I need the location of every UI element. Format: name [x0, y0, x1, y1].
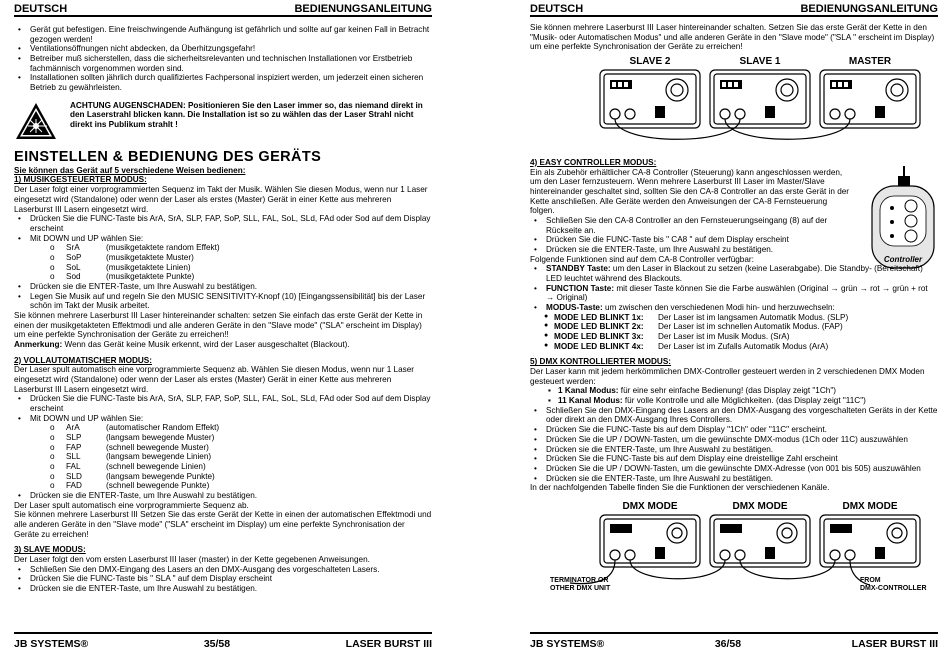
- modus-label: MODUS-Taste:: [546, 303, 603, 313]
- option-row: o SoL (musikgetaktete Linien): [50, 262, 191, 272]
- option-code: Sod: [66, 272, 81, 282]
- mode2-title: 2) VOLLAUTOMATISCHER MODUS:: [14, 355, 152, 365]
- section-title: EINSTELLEN & BEDIENUNG DES GERÄTS: [14, 148, 322, 165]
- list-item: • Drücken sie die ENTER-Taste, um Ihre Auswahl zu bestätigen.: [530, 245, 850, 255]
- warning-text: ACHTUNG AUGENSCHADEN: Positionieren Sie den Laser immer so, das niemand direkt in den Laserstrahl blicken kann. Die Installation ist so zu wählen das der Laser Strahl nicht direkt ins Publikum strahlt !: [70, 100, 423, 130]
- option-desc: (langsam bewegende Punkte): [106, 471, 215, 481]
- list-item: • Drücken sie die ENTER-Taste, um Ihre Auswahl zu bestätigen.: [14, 282, 432, 292]
- mode4-body: [530, 168, 850, 255]
- unit-label: DMX MODE: [732, 500, 788, 512]
- option-code: FAL: [66, 461, 81, 471]
- list-item: • Drücken Sie die FUNC-Taste bis " SLA " auf dem Display erscheint: [14, 574, 432, 584]
- slave-chain-text: Sie können mehrere Laserburst III Laser hintereinander schalten. Setzen Sie das erste Gerät der Kette in den "Musik- oder Automatischen Modus" und alle anderen Geräte in den "Slave mode" ("SLA " erscheint im Display) um eine perfekte Synchronisation der Geräte zu erreichen!: [530, 23, 935, 52]
- list-item: • Drücken Sie die UP / DOWN-Tasten, um die gewünschte DMX-modus (1Ch oder 11C) auszuwählen: [530, 435, 938, 445]
- list-item: • Drücken sie die ENTER-Taste, um Ihre Auswahl zu bestätigen.: [14, 491, 432, 501]
- ca8-controller-illustration: [866, 166, 936, 270]
- page-header: [530, 0, 938, 17]
- laser-units-illustration: [530, 56, 938, 154]
- unit-label: SLAVE 2: [629, 56, 671, 68]
- option-row: o SLL (langsam bewegende Linien): [50, 452, 212, 462]
- mode4-functions: [530, 264, 938, 312]
- option-desc: (musikgetaktete Muster): [106, 252, 194, 262]
- mode4-steps: [530, 216, 850, 255]
- standby-text: um den Laser in Blackout zu setzen (keine Laserabgabe). Die Standby- (Bereitschaft) LED leuchtet während des Blackouts.: [546, 264, 923, 284]
- option-code: SoP: [66, 252, 82, 262]
- option-row: o SoP (musikgetaktete Muster): [50, 252, 194, 262]
- list-item: • Betreiber muß sicherstellen, dass die sicherheitsrelevanten und technischen Installationen vor Erstbetrieb fachmännisch vorgenommen worden sind.: [14, 54, 432, 73]
- list-item: • Schließen Sie den CA-8 Controller an den Fernsteuerungseingang (8) auf der Rückseite an.: [530, 216, 850, 235]
- option-row: o SLD (langsam bewegende Punkte): [50, 471, 215, 481]
- list-item: • Mit DOWN und UP wählen Sie:: [14, 234, 432, 244]
- list-item: [530, 303, 938, 313]
- mode1-chain-text: Sie können mehrere Laserburst III Laser hintereinander schalten: setzen Sie einfach das erste Gerät der Kette in einen der musikgetakteten Effektmodi und alle anderen Geräte in den "Slave mode" ("SLA" erscheint im Display) um eine perfekte Synchronisation der Geräte zu erreichen!!: [14, 310, 423, 340]
- list-item: • Ventilationsöffnungen nicht abdecken, da Überhitzungsgefahr!: [14, 44, 432, 54]
- led-mode-row: ● MODE LED BLINKT 4x: Der Laser ist im Zufalls Automatik Modus (ArA): [544, 342, 938, 352]
- option-desc: (automatischer Random Effekt): [106, 423, 220, 433]
- list-item: • Schließen Sie den DMX-Eingang des Lasers an den DMX-Ausgang des vorgeschalteten Geräts in der Kette oder direkt an den DMX-Ausgang Ihres Controllers.: [530, 406, 938, 425]
- laser-warning-icon: [14, 101, 58, 141]
- header-title: BEDIENUNGSANLEITUNG: [294, 3, 432, 15]
- option-desc: (langsam bewegende Linien): [106, 452, 212, 462]
- footer-model: LASER BURST III: [851, 638, 938, 650]
- laser-warning: [14, 101, 432, 141]
- list-item: [530, 284, 938, 303]
- mode1-title: 1) MUSIKGESTEUERTER MODUS:: [14, 175, 147, 185]
- mode2-steps-2: [14, 491, 432, 501]
- mode1-note: [14, 340, 432, 350]
- note-text: Wenn das Gerät keine Musik erkennt, wird der Laser ausgeschaltet (Blackout).: [62, 339, 350, 349]
- mode2-auto-text: Der Laser spult automatisch eine vorprogrammierte Sequenz ab.: [14, 500, 249, 510]
- option-row: o FAP (schnell bewegende Muster): [50, 442, 209, 452]
- list-item: • Drücken Sie die FUNC-Taste bis auf dem Display "1Ch" oder "11C" erscheint.: [530, 425, 938, 435]
- list-item: • Drücken Sie die FUNC-Taste bis " CA8 " auf dem Display erscheint: [530, 235, 850, 245]
- mode5-steps: [530, 406, 938, 483]
- unit-label: DMX MODE: [842, 500, 898, 512]
- right-page: [530, 0, 938, 654]
- option-desc: (schnell bewegende Muster): [106, 442, 209, 452]
- section-intro: Sie können das Gerät auf 5 verschiedene Weisen bedienen:: [14, 165, 246, 175]
- list-item: • Mit DOWN und UP wählen Sie:: [14, 414, 432, 424]
- option-code: FAD: [66, 481, 82, 491]
- footer-brand: JB SYSTEMS®: [530, 638, 605, 650]
- header-language: DEUTSCH: [530, 3, 584, 15]
- function-label: FUNCTION Taste:: [546, 283, 615, 293]
- dmx-11ch-mode: ▪ 11 Kanal Modus: für volle Kontrolle und alle Möglichkeiten. (das Display zeigt "11C"): [530, 396, 938, 406]
- mode2-steps: [14, 394, 432, 423]
- option-code: SrA: [66, 243, 80, 253]
- mode2-intro: Der Laser spult automatisch eine vorprogrammierte Sequenz ab. Wählen Sie diesen Modus, wenn nur 1 Laser eingesetzt wird (Standalone) oder wenn der Laser als erstes (Master) Gerät in einer Kette aus mehreren Laserburst III Lasern eingesetzt wird.: [14, 365, 415, 394]
- mode5-title: 5) DMX KONTROLLIERTER MODUS:: [530, 357, 672, 367]
- list-item: • Drücken sie die ENTER-Taste, um Ihre Auswahl zu bestätigen.: [14, 584, 432, 594]
- terminator-label: TERMINATOR OR OTHER DMX UNIT: [550, 576, 611, 592]
- led-mode-list: [530, 313, 938, 352]
- footer-brand: JB SYSTEMS®: [14, 638, 89, 650]
- mode2-chain-text: Sie können mehrere Laserburst III Setzen Sie das erste Gerät der Kette in einen der automatischen Effektmodi und alle anderen Geräte in den "Slave mode" ("SLA" erscheint im Display) um eine perfekte Synchronisation der Geräte zu erreichen!: [14, 510, 432, 539]
- master-slave-diagram: [530, 56, 938, 154]
- mode1-intro: Der Laser folgt einer vorprogrammierten Sequenz im Takt der Musik. Wählen Sie diesen Modus, wenn nur 1 Laser eingesetzt wird (Standalone) oder wenn der Laser als erstes (Master) Gerät in einer Kette aus mehreren Laserburst III Lasern eingesetzt wird.: [14, 185, 428, 214]
- option-code: SLD: [66, 471, 82, 481]
- option-row: o ArA (automatischer Random Effekt): [50, 423, 220, 433]
- note-label: Anmerkung:: [14, 339, 63, 349]
- page-footer: [14, 632, 432, 650]
- dmx-table-note: In der nachfolgenden Tabelle finden Sie die Funktionen der verschiedenen Kanäle.: [530, 483, 830, 493]
- mode5-intro: Der Laser kann mit jedem herkömmlichen DMX-Controller gesteuert werden in 2 verschiedenen DMX Moden gesteuert werden:: [530, 367, 925, 386]
- option-row: o SrA (musikgetaktete random Effekt): [50, 243, 220, 253]
- footer-model: LASER BURST III: [345, 638, 432, 650]
- unit-label: DMX MODE: [622, 500, 678, 512]
- mode1-steps: [14, 214, 432, 243]
- option-code: SLP: [66, 432, 82, 442]
- option-row: o FAL (schnell bewegende Linien): [50, 461, 206, 471]
- mode4-functions-intro: Folgende Funktionen sind auf dem CA-8 Controller verfügbar:: [530, 254, 754, 264]
- list-item: • Drücken Sie die UP / DOWN-Tasten, um die gewünschte DMX-Adresse (von 001 bis 505) auszuwählen: [530, 464, 938, 474]
- dmx-1ch-mode: ▪ 1 Kanal Modus: für eine sehr einfache Bedienung! (das Display zeigt "1Ch"): [530, 386, 938, 396]
- list-item: • Legen Sie Musik auf und regeln Sie den MUSIC SENSITIVITY-Knopf (10) [Eingangssensibilität] bis der Laser schön im Takt der Musik arbeitet.: [14, 292, 432, 311]
- option-desc: (schnell bewegende Linien): [106, 461, 206, 471]
- list-item: • Drücken Sie die FUNC-Taste bis ArA, SrA, SLP, FAP, SoP, SLL, FAL, SoL, SLd, FAd oder Sod auf dem Display erscheint: [14, 394, 432, 413]
- mode4-title: 4) EASY CONTROLLER MODUS:: [530, 158, 657, 168]
- left-page: [14, 0, 432, 654]
- footer-page-number: 35/58: [203, 638, 231, 650]
- header-title: BEDIENUNGSANLEITUNG: [800, 3, 938, 15]
- list-item: • Drücken sie die ENTER-Taste, um Ihre Auswahl zu bestätigen.: [530, 445, 938, 455]
- mode3-steps: [14, 565, 432, 594]
- page-footer: [530, 632, 938, 650]
- led-mode-row: ● MODE LED BLINKT 3x: Der Laser ist im Musik Modus. (SrA): [544, 332, 938, 342]
- mode2-options: [14, 423, 432, 491]
- option-code: FAP: [66, 442, 82, 452]
- mode1-steps-2: [14, 282, 432, 311]
- dmx-chain-diagram: [530, 501, 938, 597]
- list-item: • Installationen sollten jährlich durch qualifiziertes Fachpersonal inspiziert werden, um jederzeit einen sicheren Betrieb zu gewährleisten.: [14, 73, 432, 92]
- option-desc: (musikgetaktete random Effekt): [106, 243, 220, 253]
- list-item: • Drücken Sie die FUNC-Taste bis auf dem Display eine dreistellige Zahl erscheint: [530, 454, 938, 464]
- list-item: • Schließen Sie den DMX-Eingang des Lasers an den DMX-Ausgang des vorgeschalteten Lasers.: [14, 565, 432, 575]
- option-row: o Sod (musikgetaktete Punkte): [50, 272, 195, 282]
- header-language: DEUTSCH: [14, 3, 68, 15]
- install-bullet-list: [14, 25, 432, 93]
- function-text: mit dieser Taste können Sie die Farbe auswählen (Original → grün → rot → grün + rot → Original): [546, 283, 928, 303]
- controller-label: Controller: [883, 254, 923, 264]
- option-code: SoL: [66, 262, 81, 272]
- standby-label: STANDBY Taste:: [546, 264, 611, 274]
- option-row: o FAD (schnell bewegende Punkte): [50, 481, 210, 491]
- footer-page-number: 36/58: [714, 638, 742, 650]
- list-item: • Drücken Sie die FUNC-Taste bis ArA, SrA, SLP, FAP, SoP, SLL, FAL, SoL, SLd, FAd oder Sod auf dem Display erscheint: [14, 214, 432, 233]
- mode3-title: 3) SLAVE MODUS:: [14, 545, 86, 555]
- led-mode-row: ● MODE LED BLINKT 2x: Der Laser ist im schnellen Automatik Modus. (FAP): [544, 322, 938, 332]
- option-desc: (schnell bewegende Punkte): [106, 481, 210, 491]
- led-mode-row: ● MODE LED BLINKT 1x: Der Laser ist im langsamen Automatik Modus. (SLP): [544, 313, 938, 323]
- page-header: [14, 0, 432, 17]
- option-code: SLL: [66, 452, 81, 462]
- unit-label: SLAVE 1: [739, 56, 781, 68]
- from-controller-label: FROM DMX-CONTROLLER: [860, 576, 927, 592]
- option-desc: (musikgetaktete Linien): [106, 262, 191, 272]
- option-desc: (langsam bewegende Muster): [106, 432, 215, 442]
- mode4-intro: Ein als Zubehör erhältlicher CA-8 Controller (Steuerung) kann angeschlossen werden, um den Laser fernzusteuern. Wenn mehrere Laserburst III Laser im Master/Slave hintereinander geschaltet sind, sollten Sie den CA-8 Controller an das erste Gerät in der Kette anschließen. Alle Geräte werden den Anweisungen der CA-8 Fernsteuerung folgen.: [530, 167, 850, 216]
- modus-text: um zwischen den verschiedenen Modi hin- und herzuwechseln:: [602, 303, 835, 313]
- option-code: ArA: [66, 423, 80, 433]
- mode3-intro: Der Laser folgt den vom ersten Laserburst III laser (master) in der Kette gegebenen Anweisungen.: [14, 555, 370, 565]
- unit-label: MASTER: [848, 56, 892, 68]
- option-row: o SLP (langsam bewegende Muster): [50, 432, 215, 442]
- list-item: • Drücken sie die ENTER-Taste, um Ihre Auswahl zu bestätigen.: [530, 474, 938, 484]
- mode1-options: [14, 243, 432, 282]
- list-item: • Gerät gut befestigen. Eine freischwingende Aufhängung ist gefährlich und sollte auf gar keinen Fall in Betracht gezogen werden!: [14, 25, 432, 44]
- option-desc: (musikgetaktete Punkte): [106, 272, 195, 282]
- list-item: [530, 264, 938, 283]
